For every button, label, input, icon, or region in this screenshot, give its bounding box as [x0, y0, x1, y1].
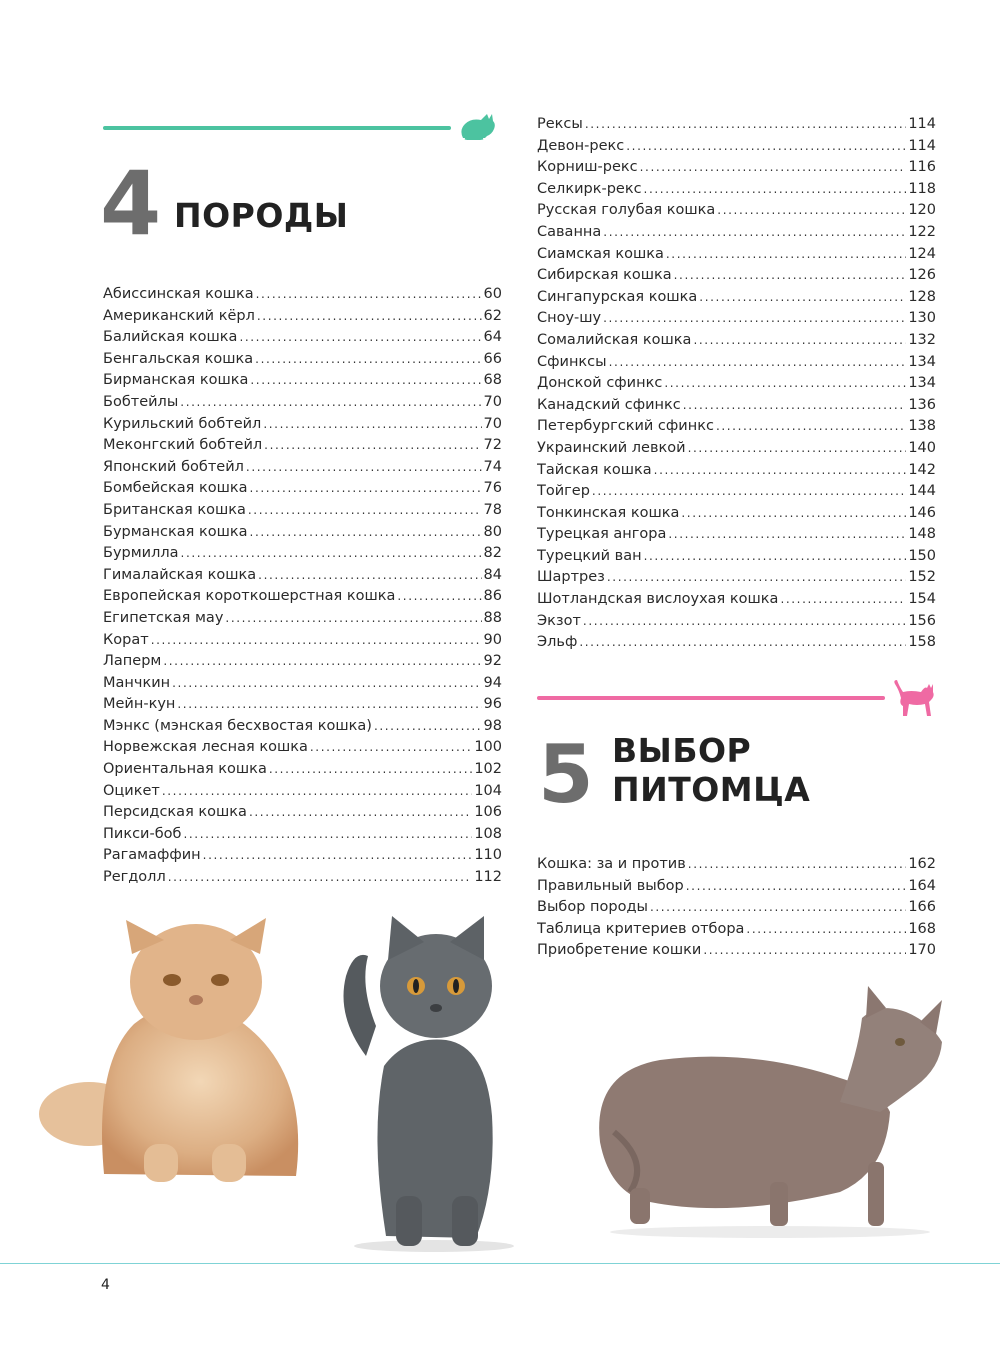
toc-leader-dots	[717, 203, 906, 217]
toc-entry-page: 100	[474, 739, 502, 756]
toc-entry-page: 76	[483, 480, 502, 497]
toc-entry-label: Сноу-шу	[537, 310, 602, 327]
toc-entry-page: 122	[908, 223, 936, 240]
toc-entry-label: Корат	[103, 631, 149, 648]
toc-entry-label: Египетская мау	[103, 609, 224, 626]
toc-entry-page: 112	[474, 869, 502, 886]
toc-entry-label: Петербургский сфинкс	[537, 418, 714, 435]
toc-entry-label: Тайская кошка	[537, 461, 652, 478]
chapter5-title-line2: ПИТОМЦА	[612, 770, 811, 809]
toc-leader-dots	[246, 460, 482, 474]
munchkin-cat-photo	[590, 982, 960, 1240]
toc-leader-dots	[699, 290, 906, 304]
toc-entry[interactable]	[103, 394, 502, 416]
toc-entry-label: Американский кёрл	[103, 307, 255, 324]
toc-leader-dots	[256, 287, 482, 301]
toc-entry[interactable]	[103, 524, 502, 546]
toc-entry-label: Ориентальная кошка	[103, 761, 267, 778]
toc-entry-label: Кошка: за и против	[537, 856, 686, 872]
toc-entry-label: Канадский сфинкс	[537, 396, 681, 413]
toc-entry[interactable]	[103, 826, 502, 848]
toc-entry-page: 106	[474, 804, 502, 821]
toc-leader-dots	[172, 676, 481, 690]
toc-entry[interactable]	[103, 632, 502, 654]
toc-entry[interactable]	[537, 634, 936, 656]
toc-entry-page: 134	[908, 375, 936, 392]
toc-entry-page: 136	[908, 396, 936, 413]
toc-entry-label: Донской сфинкс	[537, 375, 663, 392]
toc-entry-page: 70	[483, 415, 502, 432]
toc-leader-dots	[264, 438, 481, 452]
toc-entry-page: 148	[908, 526, 936, 543]
toc-entry-label: Балийская кошка	[103, 329, 238, 346]
toc-leader-dots	[746, 922, 906, 936]
toc-entry[interactable]	[537, 267, 936, 289]
toc-entry-page: 146	[908, 504, 936, 521]
toc-entry-label: Рексы	[537, 116, 583, 132]
toc-entry[interactable]	[103, 351, 502, 373]
toc-leader-dots	[180, 395, 481, 409]
toc-leader-dots	[263, 417, 481, 431]
toc-entry[interactable]	[103, 416, 502, 438]
toc-entry[interactable]	[537, 856, 936, 878]
toc-leader-dots	[674, 268, 907, 282]
toc-leader-dots	[640, 160, 907, 174]
toc-entry-page: 114	[908, 116, 936, 132]
toc-entry-page: 114	[908, 137, 936, 154]
toc-entry[interactable]	[537, 202, 936, 224]
toc-entry-page: 92	[483, 653, 502, 670]
toc-entry-page: 120	[908, 202, 936, 219]
toc-entry-page: 130	[908, 310, 936, 327]
toc-entry-page: 118	[908, 180, 936, 197]
toc-entry-label: Сиамская кошка	[537, 245, 664, 262]
toc-entry-label: Меконгский бобтейл	[103, 437, 263, 454]
toc-entry-label: Норвежская лесная кошка	[103, 739, 308, 756]
toc-leader-dots	[203, 848, 473, 862]
toc-leader-dots	[181, 546, 482, 560]
toc-entry-page: 124	[908, 245, 936, 262]
toc-leader-dots	[585, 117, 906, 131]
toc-entry-page: 168	[908, 920, 936, 937]
toc-entry[interactable]	[537, 548, 936, 570]
toc-leader-dots	[249, 805, 472, 819]
toc-entry-page: 140	[908, 439, 936, 456]
toc-leader-dots	[703, 943, 906, 957]
toc-entry[interactable]	[103, 437, 502, 459]
toc-entry[interactable]	[103, 308, 502, 330]
toc-entry-page: 66	[483, 350, 502, 367]
toc-leader-dots	[250, 481, 482, 495]
toc-entry-label: Персидская кошка	[103, 804, 247, 821]
toc-entry[interactable]	[537, 246, 936, 268]
toc-entry-page: 68	[483, 372, 502, 389]
toc-entry-label: Шартрез	[537, 569, 605, 586]
toc-entry[interactable]	[537, 526, 936, 548]
toc-entry[interactable]	[537, 181, 936, 203]
toc-entry-label: Эльф	[537, 634, 578, 651]
toc-leader-dots	[250, 373, 481, 387]
toc-entry-label: Бомбейская кошка	[103, 480, 248, 497]
toc-entry-page: 132	[908, 331, 936, 348]
toc-entry-label: Саванна	[537, 223, 602, 240]
toc-entry-label: Турецкий ван	[537, 547, 642, 564]
toc-entry-page: 162	[908, 856, 936, 872]
toc-leader-dots	[664, 376, 906, 390]
toc-leader-dots	[168, 870, 473, 884]
toc-entry-page: 72	[483, 437, 502, 454]
toc-entry[interactable]	[103, 588, 502, 610]
toc-leader-dots	[650, 900, 906, 914]
toc-entry-page: 126	[908, 267, 936, 284]
toc-entry-label: Тойгер	[537, 483, 590, 500]
toc-entry-page: 90	[483, 631, 502, 648]
chapter4-number: 4	[100, 152, 162, 255]
toc-entry[interactable]	[537, 159, 936, 181]
toc-entry-page: 138	[908, 418, 936, 435]
toc-entry-page: 64	[483, 329, 502, 346]
toc-leader-dots	[683, 398, 907, 412]
toc-entry[interactable]	[103, 739, 502, 761]
toc-entry-page: 164	[908, 877, 936, 894]
toc-entry[interactable]	[537, 310, 936, 332]
toc-leader-dots	[716, 419, 906, 433]
toc-entry-label: Русская голубая кошка	[537, 202, 716, 219]
toc-entry-label: Корниш-рекс	[537, 159, 638, 176]
toc-entry-label: Пикси-боб	[103, 825, 182, 842]
toc-entry[interactable]	[537, 483, 936, 505]
toc-entry[interactable]	[537, 591, 936, 613]
toc-entry-label: Мейн-кун	[103, 696, 176, 713]
toc-leader-dots	[579, 635, 906, 649]
toc-entry-page: 128	[908, 288, 936, 305]
toc-entry-label: Селкирк-рекс	[537, 180, 642, 197]
toc-entry-page: 98	[483, 717, 502, 734]
toc-entry-page: 116	[908, 159, 936, 176]
toc-entry-page: 158	[908, 634, 936, 651]
toc-leader-dots	[151, 633, 482, 647]
cat-lying-icon	[459, 110, 499, 140]
toc-leader-dots	[310, 740, 472, 754]
toc-leader-dots	[239, 330, 481, 344]
toc-entry-label: Шотландская вислоухая кошка	[537, 591, 779, 608]
toc-entry[interactable]	[537, 899, 936, 921]
toc-leader-dots	[666, 247, 906, 261]
toc-leader-dots	[603, 225, 906, 239]
toc-leader-dots	[780, 592, 906, 606]
toc-entry[interactable]	[103, 567, 502, 589]
toc-leader-dots	[607, 570, 906, 584]
toc-entry-page: 150	[908, 547, 936, 564]
toc-leader-dots	[688, 857, 907, 871]
toc-entry-label: Тонкинская кошка	[537, 504, 680, 521]
toc-entry-label: Оцикет	[103, 782, 160, 799]
toc-entry-label: Рагамаффин	[103, 847, 201, 864]
toc-leader-dots	[668, 527, 906, 541]
toc-entry-page: 70	[483, 393, 502, 410]
toc-entry[interactable]	[537, 375, 936, 397]
toc-entry-label: Бирманская кошка	[103, 372, 249, 389]
toc-entry[interactable]	[103, 804, 502, 826]
toc-entry-label: Сомалийская кошка	[537, 331, 692, 348]
toc-entry-label: Турецкая ангора	[537, 526, 667, 543]
toc-entry[interactable]	[103, 286, 502, 308]
toc-entry-page: 60	[483, 286, 502, 302]
toc-entry-page: 86	[483, 588, 502, 605]
toc-entry-label: Девон-рекс	[537, 137, 625, 154]
toc-entry-label: Лаперм	[103, 653, 162, 670]
toc-entry[interactable]	[103, 459, 502, 481]
toc-entry-page: 166	[908, 899, 936, 916]
toc-entry[interactable]	[103, 610, 502, 632]
toc-leader-dots	[397, 589, 481, 603]
toc-entry-label: Сибирская кошка	[537, 267, 672, 284]
toc-entry-label: Правильный выбор	[537, 877, 684, 894]
toc-entry-page: 170	[908, 942, 936, 959]
toc-entry-page: 84	[483, 566, 502, 583]
british-shorthair-photo	[326, 916, 526, 1254]
toc-list-chapter5	[537, 856, 936, 964]
toc-entry-label: Таблица критериев отбора	[537, 920, 745, 937]
toc-entry[interactable]	[537, 569, 936, 591]
toc-entry[interactable]	[103, 545, 502, 567]
toc-entry-page: 156	[908, 612, 936, 629]
toc-entry[interactable]	[103, 783, 502, 805]
toc-entry-label: Европейская короткошерстная кошка	[103, 588, 396, 605]
toc-entry-label: Гималайская кошка	[103, 566, 257, 583]
toc-leader-dots	[609, 355, 907, 369]
toc-entry-page: 80	[483, 523, 502, 540]
toc-entry[interactable]	[537, 462, 936, 484]
toc-entry-page: 108	[474, 825, 502, 842]
footer-divider	[0, 1263, 1000, 1264]
toc-entry[interactable]	[537, 138, 936, 160]
toc-entry-label: Экзот	[537, 612, 581, 629]
toc-entry-page: 142	[908, 461, 936, 478]
toc-entry[interactable]	[103, 761, 502, 783]
toc-leader-dots	[257, 309, 482, 323]
toc-entry-label: Приобретение кошки	[537, 942, 702, 959]
toc-entry[interactable]	[103, 675, 502, 697]
toc-entry-label: Бурманская кошка	[103, 523, 248, 540]
toc-leader-dots	[592, 484, 906, 498]
toc-entry-label: Сфинксы	[537, 353, 607, 370]
toc-entry[interactable]	[537, 613, 936, 635]
toc-leader-dots	[693, 333, 906, 347]
toc-entry[interactable]	[103, 329, 502, 351]
toc-entry-label: Британская кошка	[103, 501, 246, 518]
toc-list-chapter4-left	[103, 286, 502, 891]
chapter4-divider	[103, 126, 451, 130]
toc-entry[interactable]	[103, 502, 502, 524]
chapter4-title: ПОРОДЫ	[174, 196, 349, 235]
toc-entry[interactable]	[537, 878, 936, 900]
toc-leader-dots	[644, 549, 907, 563]
toc-entry-label: Украинский левкой	[537, 439, 686, 456]
toc-leader-dots	[248, 503, 482, 517]
toc-leader-dots	[686, 879, 907, 893]
toc-entry[interactable]	[537, 505, 936, 527]
persian-cat-photo	[34, 914, 324, 1190]
toc-entry[interactable]	[537, 116, 936, 138]
toc-entry-label: Выбор породы	[537, 899, 648, 916]
toc-entry-label: Курильский бобтейл	[103, 415, 262, 432]
toc-entry-label: Японский бобтейл	[103, 458, 244, 475]
toc-entry-label: Манчкин	[103, 674, 171, 691]
toc-entry-page: 82	[483, 545, 502, 562]
toc-leader-dots	[626, 139, 906, 153]
toc-entry[interactable]	[537, 354, 936, 376]
toc-entry[interactable]	[537, 397, 936, 419]
toc-entry[interactable]	[103, 718, 502, 740]
toc-leader-dots	[603, 311, 906, 325]
toc-entry-label: Бенгальская кошка	[103, 350, 254, 367]
toc-leader-dots	[255, 352, 481, 366]
toc-entry[interactable]	[537, 942, 936, 964]
toc-entry-page: 110	[474, 847, 502, 864]
toc-leader-dots	[177, 697, 481, 711]
toc-entry-label: Бурмилла	[103, 545, 179, 562]
toc-entry-page: 104	[474, 782, 502, 799]
toc-entry[interactable]	[537, 332, 936, 354]
toc-entry-page: 134	[908, 353, 936, 370]
toc-leader-dots	[162, 784, 472, 798]
toc-leader-dots	[269, 762, 472, 776]
chapter5-number: 5	[538, 728, 594, 821]
toc-leader-dots	[258, 568, 481, 582]
toc-entry-label: Сингапурская кошка	[537, 288, 698, 305]
toc-entry-page: 152	[908, 569, 936, 586]
toc-entry[interactable]	[103, 847, 502, 869]
toc-entry[interactable]	[103, 869, 502, 891]
toc-leader-dots	[225, 611, 481, 625]
toc-leader-dots	[183, 827, 472, 841]
toc-entry[interactable]	[103, 696, 502, 718]
toc-entry[interactable]	[537, 440, 936, 462]
toc-leader-dots	[681, 506, 906, 520]
toc-leader-dots	[688, 441, 907, 455]
cat-walking-icon	[891, 676, 939, 720]
chapter5-divider	[537, 696, 885, 700]
toc-entry[interactable]	[537, 224, 936, 246]
toc-entry[interactable]	[103, 653, 502, 675]
toc-entry-page: 88	[483, 609, 502, 626]
toc-entry-label: Мэнкс (мэнская бесхвостая кошка)	[103, 717, 372, 734]
toc-entry[interactable]	[103, 372, 502, 394]
toc-entry-page: 96	[483, 696, 502, 713]
toc-leader-dots	[163, 654, 481, 668]
toc-entry-page: 154	[908, 591, 936, 608]
toc-entry-label: Регдолл	[103, 869, 166, 886]
toc-leader-dots	[654, 463, 907, 477]
toc-entry-page: 74	[483, 458, 502, 475]
toc-entry-page: 102	[474, 761, 502, 778]
toc-entry[interactable]	[537, 289, 936, 311]
toc-leader-dots	[583, 614, 906, 628]
toc-entry[interactable]	[103, 480, 502, 502]
toc-entry-page: 78	[483, 501, 502, 518]
toc-leader-dots	[250, 525, 482, 539]
toc-entry-label: Абиссинская кошка	[103, 286, 254, 302]
toc-entry-page: 94	[483, 674, 502, 691]
toc-entry-page: 62	[483, 307, 502, 324]
toc-entry-label: Бобтейлы	[103, 393, 179, 410]
page-number: 4	[101, 1277, 110, 1293]
toc-leader-dots	[644, 182, 907, 196]
chapter5-title-line1: ВЫБОР	[612, 731, 752, 770]
toc-leader-dots	[374, 719, 482, 733]
toc-entry[interactable]	[537, 921, 936, 943]
toc-entry[interactable]	[537, 418, 936, 440]
toc-entry-page: 144	[908, 483, 936, 500]
toc-list-chapter4-right	[537, 116, 936, 656]
